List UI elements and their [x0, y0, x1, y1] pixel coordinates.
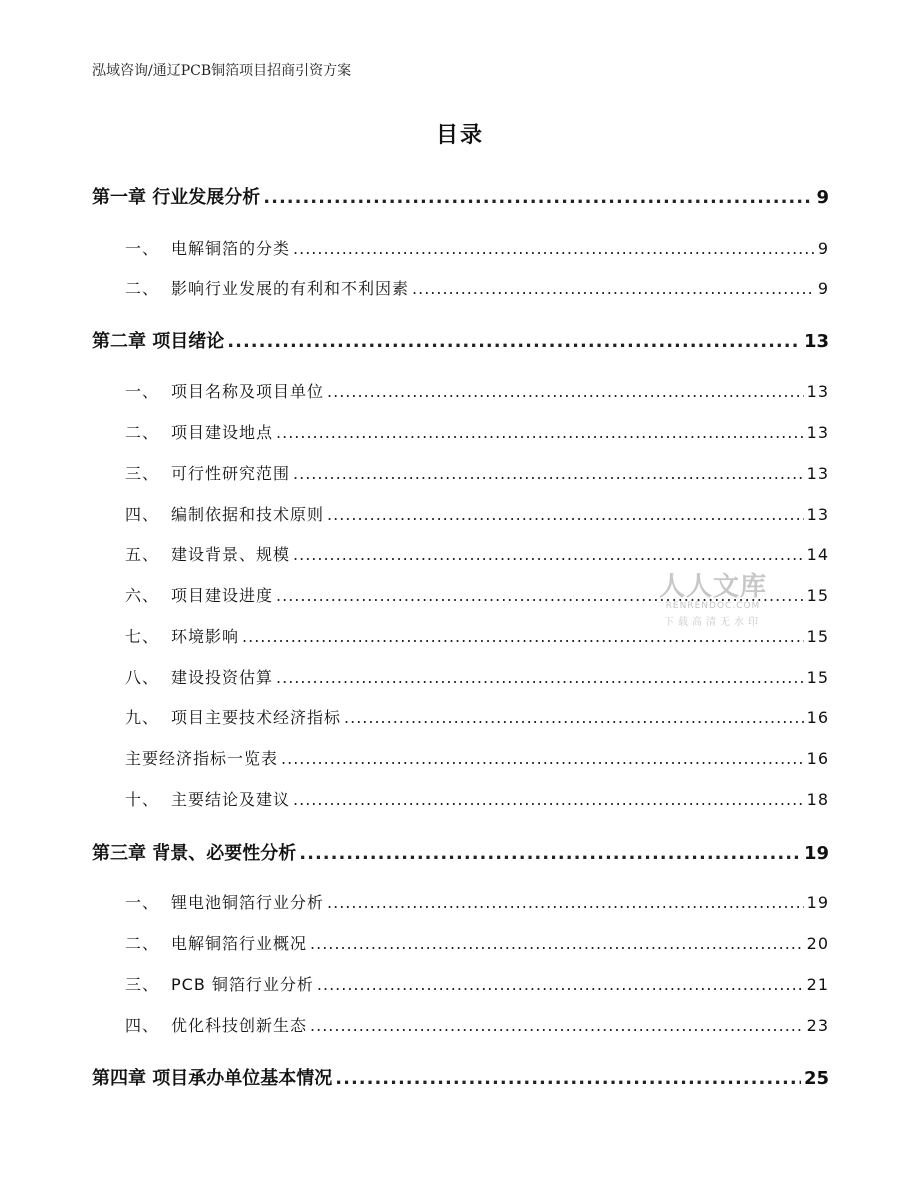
- leader-dots: [412, 279, 815, 298]
- toc-entry-number: 一、: [125, 893, 160, 912]
- toc-page-number: 15: [806, 586, 829, 605]
- toc-page-number: 13: [806, 505, 829, 524]
- toc-page-number: 16: [806, 749, 829, 768]
- leader-dots: [276, 668, 804, 687]
- toc-entry-1-1[interactable]: [125, 236, 829, 259]
- toc-entry-label: 电解铜箔的分类: [171, 239, 291, 258]
- toc-page-number: 21: [806, 975, 829, 994]
- toc-entry-2-1[interactable]: [125, 379, 829, 402]
- toc-entry-chapter-3[interactable]: [92, 839, 829, 865]
- toc-entry-number: 七、: [125, 627, 160, 646]
- toc-entry-number: 八、: [125, 668, 160, 687]
- toc-entry-chapter-2[interactable]: [92, 327, 829, 353]
- toc-page-number: 9: [816, 187, 829, 208]
- toc-entry-number: 一、: [125, 239, 160, 258]
- toc-entry-number: 三、: [125, 464, 160, 483]
- toc-entry-label: 第三章 背景、必要性分析: [92, 843, 297, 864]
- toc-entry-3-4[interactable]: [125, 1013, 829, 1036]
- toc-entry-number: 五、: [125, 545, 160, 564]
- toc-entry-label: 项目建设进度: [171, 586, 274, 605]
- toc-entry-number: 二、: [125, 279, 160, 298]
- watermark: [648, 566, 778, 628]
- toc-page-number: 15: [806, 668, 829, 687]
- leader-dots: [310, 1016, 804, 1035]
- toc-entry-2-9[interactable]: [125, 705, 829, 728]
- toc-entry-3-1[interactable]: [125, 890, 829, 913]
- toc-page-number: 9: [817, 279, 829, 298]
- toc-page-number: 20: [806, 934, 829, 953]
- toc-entry-label: 编制依据和技术原则: [171, 505, 325, 524]
- toc-entry-label: 项目主要技术经济指标: [171, 708, 342, 727]
- toc-entry-chapter-1[interactable]: [92, 183, 829, 209]
- toc-entry-2-5[interactable]: [125, 542, 829, 565]
- toc-entry-label: 主要经济指标一览表: [125, 749, 279, 768]
- toc-entry-number: 四、: [125, 505, 160, 524]
- toc-entry-number: 三、: [125, 975, 160, 994]
- toc-entry-label: 第四章 项目承办单位基本情况: [92, 1068, 333, 1089]
- toc-entry-label: 项目名称及项目单位: [171, 382, 325, 401]
- toc-entry-number: 六、: [125, 586, 160, 605]
- toc-entry-number: 四、: [125, 1016, 160, 1035]
- toc-entry-label: 建设投资估算: [171, 668, 274, 687]
- toc-entry-3-2[interactable]: [125, 931, 829, 954]
- toc-entry-2-10[interactable]: [125, 787, 829, 810]
- leader-dots: [293, 545, 804, 564]
- watermark-logo-text: 人人文库: [658, 572, 767, 602]
- toc-entry-number: 一、: [125, 382, 160, 401]
- toc-entry-chapter-4[interactable]: [92, 1064, 829, 1090]
- toc-entry-label: 影响行业发展的有利和不利因素: [171, 279, 410, 298]
- toc-entry-number: 十、: [125, 790, 160, 809]
- toc-entry-label: 锂电池铜箔行业分析: [171, 893, 325, 912]
- toc-title: 目录: [435, 123, 484, 148]
- toc-entry-1-2[interactable]: [125, 276, 829, 299]
- leader-dots: [242, 627, 804, 646]
- leader-dots: [310, 934, 804, 953]
- toc-entry-3-3[interactable]: [125, 972, 829, 995]
- watermark-url: RENRENDOC.COM: [665, 601, 761, 611]
- toc-page-number: 19: [803, 843, 829, 864]
- toc-entry-number: 二、: [125, 934, 160, 953]
- toc-entry-2-4[interactable]: [125, 502, 829, 525]
- toc-page-number: 13: [806, 382, 829, 401]
- toc-page-number: 15: [806, 627, 829, 646]
- watermark-caption: 下载高清无水印: [664, 617, 762, 628]
- toc-page-number: 14: [806, 545, 829, 564]
- leader-dots: [327, 505, 804, 524]
- toc-page-number: 16: [806, 708, 829, 727]
- toc-entry-label: 优化科技创新生态: [171, 1016, 308, 1035]
- running-header: 泓域咨询/通辽PCB铜箔项目招商引资方案: [92, 63, 352, 79]
- toc-page-number: 13: [806, 464, 829, 483]
- toc-entry-label: 环境影响: [171, 627, 240, 646]
- toc-entry-label: 可行性研究范围: [171, 464, 291, 483]
- toc-entry-label: 第二章 项目绪论: [92, 331, 225, 352]
- leader-dots: [293, 239, 815, 258]
- leader-dots: [276, 423, 804, 442]
- toc-page-number: 19: [806, 893, 829, 912]
- leader-dots: [327, 893, 804, 912]
- leader-dots: [281, 749, 804, 768]
- leader-dots: [344, 708, 804, 727]
- toc-page-number: 13: [806, 423, 829, 442]
- leader-dots: [227, 331, 801, 352]
- toc-entry-label: 第一章 行业发展分析: [92, 187, 261, 208]
- toc-page-number: 25: [803, 1068, 829, 1089]
- leader-dots: [335, 1068, 801, 1089]
- toc-page-number: 18: [806, 790, 829, 809]
- leader-dots: [293, 790, 804, 809]
- leader-dots: [317, 975, 804, 994]
- leader-dots: [327, 382, 804, 401]
- toc-entry-label: 主要结论及建议: [171, 790, 291, 809]
- toc-entry-2-3[interactable]: [125, 461, 829, 484]
- toc-page-number: 23: [806, 1016, 829, 1035]
- leader-dots: [299, 843, 801, 864]
- toc-entry-2-8[interactable]: [125, 665, 829, 688]
- toc-entry-label: PCB 铜箔行业分析: [171, 975, 314, 994]
- toc-entry-number: 二、: [125, 423, 160, 442]
- leader-dots: [293, 464, 804, 483]
- toc-page-number: 9: [817, 239, 829, 258]
- toc-page-number: 13: [803, 331, 829, 352]
- toc-entry-number: 九、: [125, 708, 160, 727]
- toc-entry-label: 电解铜箔行业概况: [171, 934, 308, 953]
- leader-dots: [263, 187, 813, 208]
- toc-entry-label: 建设背景、规模: [171, 545, 291, 564]
- toc-entry-table[interactable]: [125, 746, 829, 769]
- toc-entry-2-2[interactable]: [125, 420, 829, 443]
- toc-entry-label: 项目建设地点: [171, 423, 274, 442]
